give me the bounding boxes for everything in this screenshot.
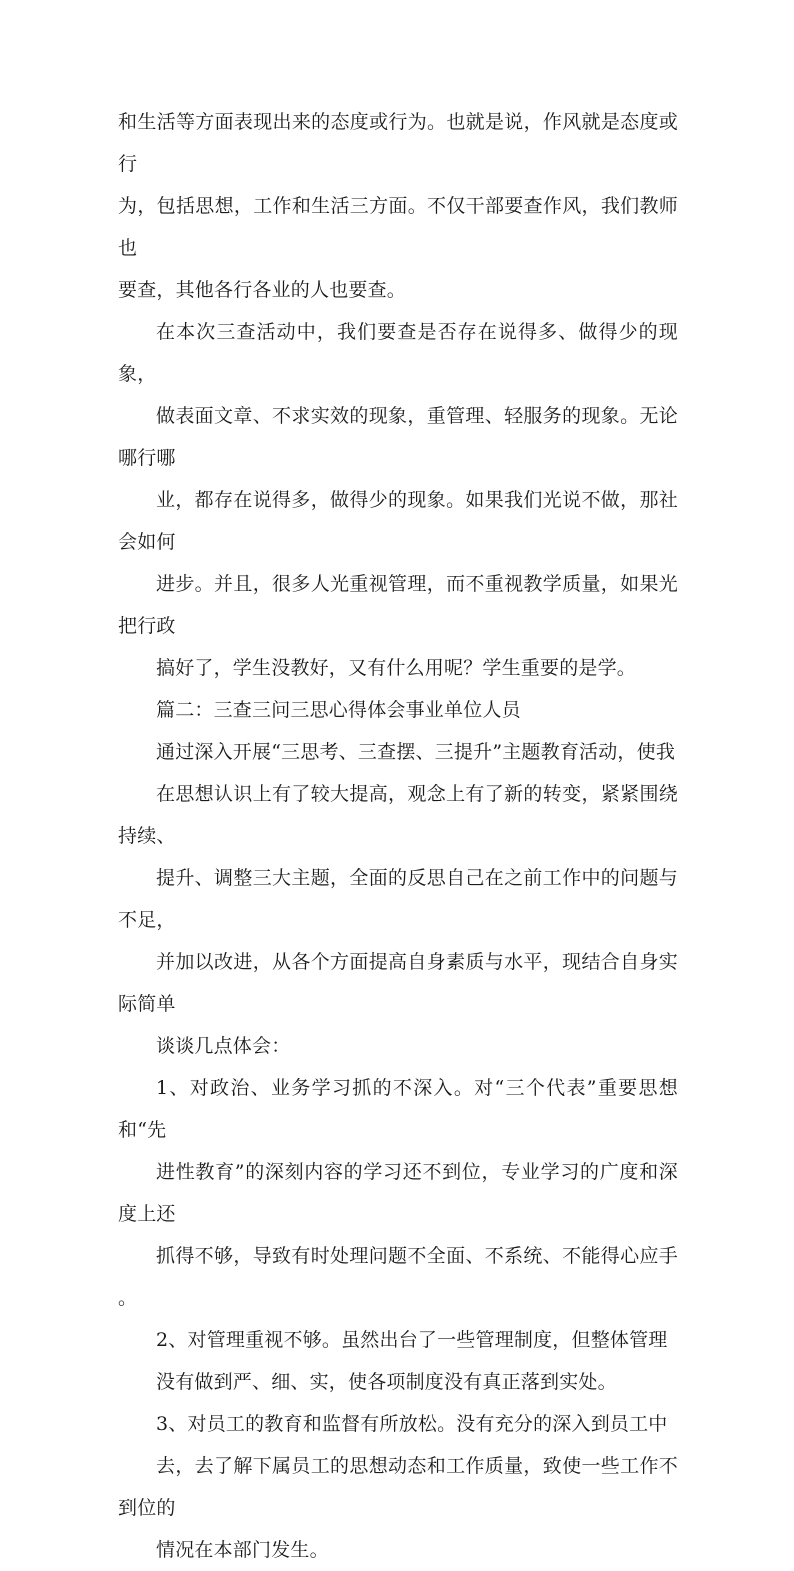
text-line: 和生活等方面表现出来的态度或行为。也就是说，作风就是态度或行	[118, 111, 678, 175]
text-line: 篇二：三查三问三思心得体会事业单位人员	[156, 699, 521, 721]
text-line: 提升、调整三大主题，全面的反思自己在之前工作中的问题与不足，	[118, 867, 678, 931]
text-line: 情况在本部门发生。	[156, 1539, 329, 1561]
text-line: 进步。并且，很多人光重视管理，而不重视教学质量，如果光把行政	[118, 573, 678, 637]
text-line: 1、对政治、业务学习抓的不深入。对“三个代表”重要思想和“先	[118, 1077, 678, 1141]
paragraph	[118, 1067, 678, 1319]
text-line: 2、对管理重视不够。虽然出台了一些管理制度，但整体管理	[156, 1329, 668, 1351]
text-line: 通过深入开展“三思考、三查摆、三提升”主题教育活动，使我	[156, 741, 676, 763]
paragraph	[118, 101, 678, 311]
text-line: 进性教育”的深刻内容的学习还不到位，专业学习的广度和深度上还	[118, 1161, 678, 1225]
text-line: 3、对员工的教育和监督有所放松。没有充分的深入到员工中	[156, 1413, 668, 1435]
text-line: 要查，其他各行各业的人也要查。	[118, 279, 407, 301]
text-line: 做表面文章、不求实效的现象，重管理、轻服务的现象。无论哪行哪	[118, 405, 678, 469]
paragraph	[118, 731, 678, 1067]
document-body	[118, 101, 678, 1571]
paragraph	[118, 1403, 678, 1571]
text-line: 业，都存在说得多，做得少的现象。如果我们光说不做，那社会如何	[118, 489, 678, 553]
text-line: 在思想认识上有了较大提高，观念上有了新的转变，紧紧围绕持续、	[118, 783, 678, 847]
text-line: 抓得不够，导致有时处理问题不全面、不系统、不能得心应手 。	[118, 1245, 678, 1309]
text-line: 谈谈几点体会：	[156, 1035, 291, 1057]
paragraph	[118, 311, 678, 689]
text-line: 搞好了，学生没教好，又有什么用呢？学生重要的是学。	[156, 657, 637, 679]
text-line: 在本次三查活动中，我们要查是否存在说得多、做得少的现象，	[118, 321, 678, 385]
paragraph	[118, 1319, 678, 1403]
text-line: 为，包括思想，工作和生活三方面。不仅干部要查作风，我们教师也	[118, 195, 678, 259]
paragraph	[118, 689, 678, 731]
text-line: 并加以改进，从各个方面提高自身素质与水平，现结合自身实际简单	[118, 951, 678, 1015]
text-line: 没有做到严、细、实，使各项制度没有真正落到实处。	[156, 1371, 617, 1393]
text-line: 去，去了解下属员工的思想动态和工作质量，致使一些工作不到位的	[118, 1455, 678, 1519]
